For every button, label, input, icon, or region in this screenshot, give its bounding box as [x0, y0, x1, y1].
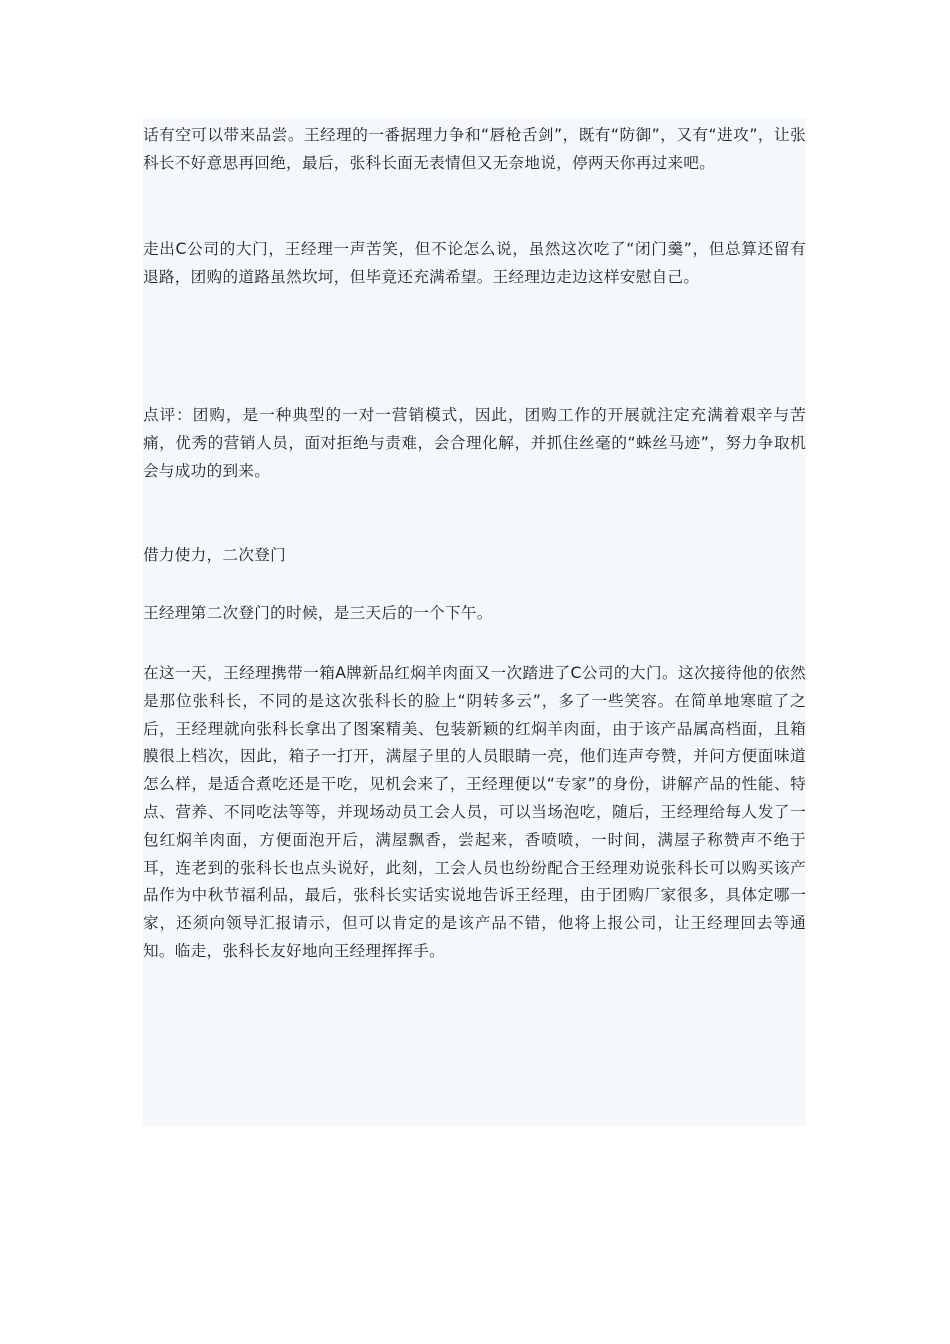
paragraph-rejection-outcome: 话有空可以带来品尝。王经理的一番据理力争和“唇枪舌剑”，既有“防御”，又有“进攻”，让张科长不好意思再回绝，最后，张科长面无表情但又无奈地说，停两天你再过来吧。: [143, 126, 806, 172]
text-block: [143, 118, 806, 1126]
paragraph-commentary: 点评：团购，是一种典型的一对一营销模式，因此，团购工作的开展就注定充满着艰辛与苦痛，优秀的营销人员，面对拒绝与责难，会合理化解，并抓住丝毫的“蛛丝马迹”，努力争取机会与成功的到来。: [143, 406, 806, 480]
section-heading-second-visit: 借力使力，二次登门: [143, 546, 287, 564]
paragraph-second-visit-details: 在这一天，王经理携带一箱A牌新品红焖羊肉面又一次踏进了C公司的大门。这次接待他的依然是那位张科长，不同的是这次张科长的脸上“阴转多云”，多了一些笑容。在简单地寒暄了之后，王经理就向张科长拿出了图案精美、包装新颖的红焖羊肉面，由于该产品属高档面，且箱膜很上档次，因此，箱子一打开，满屋子里的人员眼睛一亮，他们连声夸赞，并问方便面味道怎么样，是适合煮吃还是干吃，见机会来了，王经理便以“专家”的身份，讲解产品的性能、特点、营养、不同吃法等等，并现场动员工会人员，可以当场泡吃，随后，王经理给每人发了一包红焖羊肉面，方便面泡开后，满屋飘香，尝起来，香喷喷，一时间，满屋子称赞声不绝于耳，连老到的张科长也点头说好，此刻，工会人员也纷纷配合王经理劝说张科长可以购买该产品作为中秋节福利品，最后，张科长实话实说地告诉王经理，由于团购厂家很多，具体定哪一家，还须向领导汇报请示，但可以肯定的是该产品不错，他将上报公司，让王经理回去等通知。临走，张科长友好地向王经理挥挥手。: [143, 664, 806, 960]
paragraph-leaving-company: 走出C公司的大门，王经理一声苦笑，但不论怎么说，虽然这次吃了“闭门羹”，但总算还留有退路，团购的道路虽然坎坷，但毕竟还充满希望。王经理边走边这样安慰自己。: [143, 240, 806, 286]
paragraph-second-visit-time: 王经理第二次登门的时候，是三天后的一个下午。: [143, 604, 493, 622]
